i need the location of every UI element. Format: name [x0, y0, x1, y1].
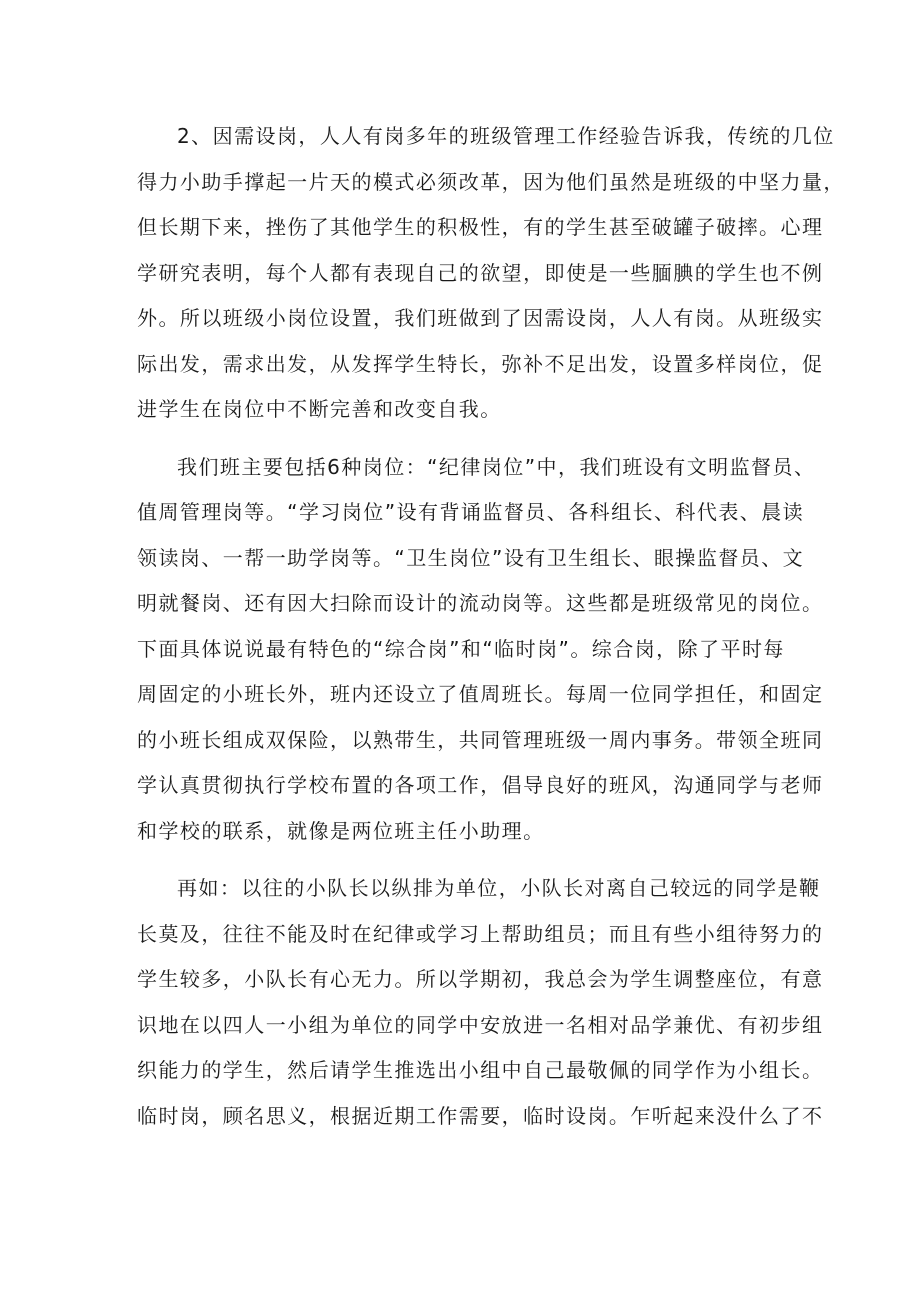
text-line: 得力小助手撑起一片天的模式必须改革，因为他们虽然是班级的中坚力量，: [137, 169, 845, 194]
paragraph-2: [137, 445, 824, 855]
text-line: 进学生在岗位中不断完善和改变自我。: [137, 397, 502, 421]
text-line: 识地在以四人一小组为单位的同学中安放进一名相对品学兼优、有初步组: [137, 1012, 824, 1037]
text-line: 下面具体说说最有特色的“综合岗”和“临时岗”。综合岗，除了平时每: [137, 636, 785, 661]
text-line: 织能力的学生，然后请学生推选出小组中自己最敬佩的同学作为小组长。: [137, 1058, 824, 1082]
text-line: 和学校的联系，就像是两位班主任小助理。: [137, 818, 545, 843]
text-line: 临时岗，顾名思义，根据近期工作需要，临时设岗。乍听起来没什么了不: [137, 1103, 824, 1128]
document-body: [137, 114, 845, 1139]
text-line: 周固定的小班长外，班内还设立了值周班长。每周一位同学担任，和固定: [137, 682, 824, 706]
text-line: 学认真贯彻执行学校布置的各项工作，倡导良好的班风，沟通同学与老师: [137, 773, 824, 797]
text-line: 学生较多，小队长有心无力。所以学期初，我总会为学生调整座位，有意: [137, 967, 824, 991]
text-line: 学研究表明，每个人都有表现自己的欲望，即使是一些腼腆的学生也不例: [137, 260, 824, 285]
text-line: 领读岗、一帮一助学岗等。“卫生岗位”设有卫生组长、眼操监督员、文: [137, 545, 805, 570]
paragraph-3: [137, 866, 824, 1139]
text-line: 2、因需设岗，人人有岗多年的班级管理工作经验告诉我，传统的几位: [177, 124, 835, 148]
text-line: 长莫及，往往不能及时在纪律或学习上帮助组员；而且有些小组待努力的: [137, 921, 824, 946]
text-line: 再如：以往的小队长以纵排为单位，小队长对离自己较远的同学是鞭: [177, 876, 821, 900]
text-line: 明就餐岗、还有因大扫除而设计的流动岗等。这些都是班级常见的岗位。: [137, 591, 824, 615]
text-line: 的小班长组成双保险，以熟带生，共同管理班级一周内事务。带领全班同: [137, 727, 824, 752]
text-line: 但长期下来，挫伤了其他学生的积极性，有的学生甚至破罐子破摔。心理: [137, 215, 824, 239]
text-line: 我们班主要包括6种岗位：“纪律岗位”中，我们班设有文明监督员、: [177, 454, 816, 479]
text-line: 值周管理岗等。“学习岗位”设有背诵监督员、各科组长、科代表、晨读: [137, 500, 805, 524]
paragraph-1: [137, 114, 845, 433]
text-line: 外。所以班级小岗位设置，我们班做到了因需设岗，人人有岗。从班级实: [137, 306, 824, 330]
text-line: 际出发，需求出发，从发挥学生特长，弥补不足出发，设置多样岗位，促: [137, 351, 824, 376]
